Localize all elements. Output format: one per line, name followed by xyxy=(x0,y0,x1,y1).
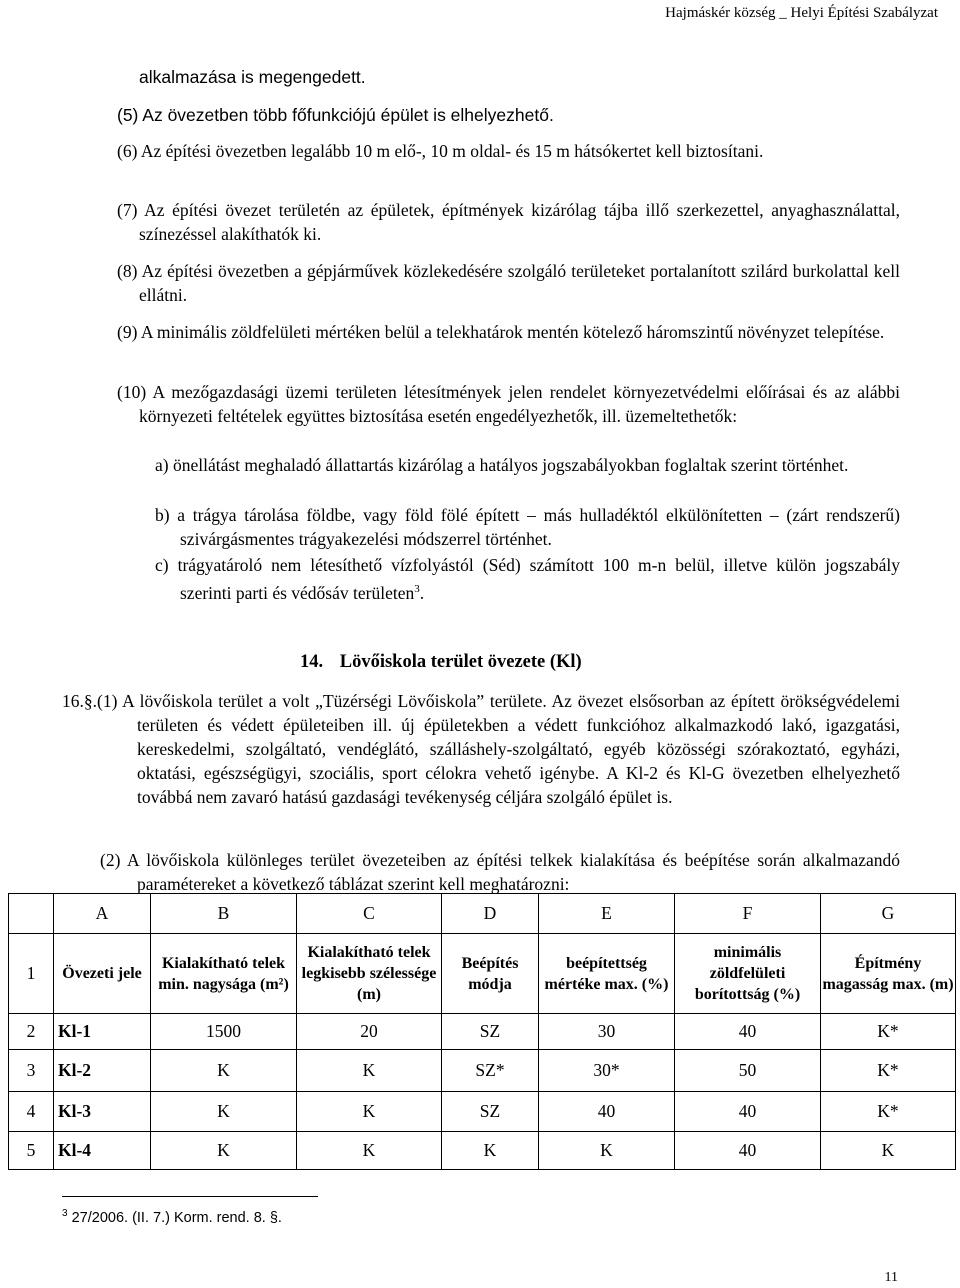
table-cell: K xyxy=(151,1132,297,1170)
zone-code: Kl-1 xyxy=(54,1014,151,1050)
table-cell: 40 xyxy=(539,1092,675,1132)
table-cell: K xyxy=(297,1132,442,1170)
table-cell: 30 xyxy=(539,1014,675,1050)
table-cell: K xyxy=(151,1092,297,1132)
table-cell: 40 xyxy=(675,1092,821,1132)
column-letter: A xyxy=(54,894,151,934)
footnote-text: 27/2006. (II. 7.) Korm. rend. 8. §. xyxy=(71,1209,282,1226)
table-row xyxy=(9,1050,956,1092)
paragraph-16-1: 16.§.(1) A lövőiskola terület a volt „Tüzérségi Lövőiskola” területe. Az övezet elsősorban az épített örökségvédelemi területen és védett épületeiben ill. új épületekben a védett funkcióhoz alkalmazkodó lakó, igazgatási, kereskedelmi, szolgáltató, vendéglátó, szálláshely-szolgáltató, egyéb közösségi szórakoztató, egyházi, oktatási, egészségügyi, szociális, sport célokra vehető igénybe. A Kl-2 és Kl-G övezetben elhelyezhető továbbá nem zavaró hatású gazdasági tevékenység céljára szolgáló épület is. xyxy=(62,691,900,807)
row-number: 4 xyxy=(9,1092,54,1132)
table-cell: 30* xyxy=(539,1050,675,1092)
table-cell: SZ xyxy=(442,1092,539,1132)
paragraph-6 xyxy=(117,139,900,163)
footnote-reference: 3 xyxy=(414,583,420,595)
row-number: 1 xyxy=(9,934,54,1014)
paragraph-7: (7) Az építési övezet területén az épületek, építmények kizárólag tájba illő szerkezettel, anyaghasználattal, színezéssel alakíthatók ki. xyxy=(117,200,900,244)
parameter-table xyxy=(8,893,956,1170)
zone-code: Kl-2 xyxy=(54,1050,151,1092)
paragraph-10-c xyxy=(155,553,900,605)
column-letter: F xyxy=(675,894,821,934)
paragraph-9: (9) A minimális zöldfelületi mértéken belül a telekhatárok mentén kötelező háromszintű növényzet telepítése. xyxy=(117,322,885,342)
paragraph-10-b: b) a trágya tárolása földbe, vagy föld fölé épített – más hulladéktól elkülönítetten – (zárt rendszerű) szivárgásmentes trágyakezelési módszerrel történhet. xyxy=(155,505,900,549)
column-header: minimális zöldfelületi borítottság (%) xyxy=(675,934,821,1014)
table-cell: 20 xyxy=(297,1014,442,1050)
paragraph-8: (8) Az építési övezetben a gépjárművek közlekedésére szolgáló területeket portalanított szilárd burkolattal kell ellátni. xyxy=(117,261,900,305)
page-number: 11 xyxy=(884,1270,898,1285)
column-header: Építmény magasság max. (m) xyxy=(821,934,956,1014)
paragraph-6-text: (6) Az építési övezetben legalább 10 m elő-, 10 m oldal- és 15 m hátsókertet kell biztosítani. xyxy=(117,141,764,161)
table-cell: 40 xyxy=(675,1132,821,1170)
column-letter: E xyxy=(539,894,675,934)
table-cell: K* xyxy=(821,1050,956,1092)
column-letter: C xyxy=(297,894,442,934)
table-cell: K xyxy=(297,1092,442,1132)
footnote-divider xyxy=(62,1196,318,1197)
section-number: 14. xyxy=(300,652,324,672)
row-number: 5 xyxy=(9,1132,54,1170)
table-cell: K xyxy=(151,1050,297,1092)
row-number: 3 xyxy=(9,1050,54,1092)
table-cell: 1500 xyxy=(151,1014,297,1050)
column-letter: D xyxy=(442,894,539,934)
table-cell: 40 xyxy=(675,1014,821,1050)
table-row xyxy=(9,1092,956,1132)
table-cell: K xyxy=(539,1132,675,1170)
table-cell: K xyxy=(297,1050,442,1092)
section-title: Lövőiskola terület övezete (Kl) xyxy=(339,652,582,672)
paragraph-continuation: alkalmazása is megengedett. xyxy=(139,67,366,87)
paragraph-10: (10) A mezőgazdasági üzemi területen létesítmények jelen rendelet környezetvédelmi előírásai és az alábbi környezeti feltételek együttes biztosítása esetén engedélyezhetők, ill. üzemeltethetők: xyxy=(117,382,900,426)
table-cell: K* xyxy=(821,1014,956,1050)
footnote xyxy=(62,1208,282,1226)
column-letter: B xyxy=(151,894,297,934)
column-header: Övezeti jele xyxy=(54,934,151,1014)
table-cell: 50 xyxy=(675,1050,821,1092)
column-header: Kialakítható telek legkisebb szélessége (m) xyxy=(297,934,442,1014)
table-row xyxy=(9,1132,956,1170)
table-cell: K xyxy=(821,1132,956,1170)
page-header: Hajmáskér község _ Helyi Építési Szabályzat xyxy=(665,5,938,21)
table-row xyxy=(9,1014,956,1050)
column-header: Kialakítható telek min. nagysága (m²) xyxy=(151,934,297,1014)
table-cell: SZ xyxy=(442,1014,539,1050)
column-header: beépítettség mértéke max. (%) xyxy=(539,934,675,1014)
column-header: Beépítés módja xyxy=(442,934,539,1014)
table-cell: K xyxy=(442,1132,539,1170)
paragraph-5: (5) Az övezetben több főfunkciójú épület is elhelyezhető. xyxy=(117,105,554,125)
table-corner-cell xyxy=(9,894,54,934)
paragraph-10-a: a) önellátást meghaladó állattartás kizárólag a hatályos jogszabályokban foglaltak szerint történhet. xyxy=(155,455,849,475)
table-letter-row xyxy=(9,894,956,934)
row-number: 2 xyxy=(9,1014,54,1050)
paragraph-10-c-end: . xyxy=(419,582,425,603)
section-heading xyxy=(300,652,582,673)
zone-code: Kl-4 xyxy=(54,1132,151,1170)
footnote-mark: 3 xyxy=(62,1208,68,1219)
table-cell: SZ* xyxy=(442,1050,539,1092)
zone-code: Kl-3 xyxy=(54,1092,151,1132)
column-letter: G xyxy=(821,894,956,934)
table-cell: K* xyxy=(821,1092,956,1132)
table-header-row xyxy=(9,934,956,1014)
paragraph-16-2: (2) A lövőiskola különleges terület övezeteiben az építési telkek kialakítása és beépítése során alkalmazandó paramétereket a következő táblázat szerint kell meghatározni: xyxy=(100,850,900,894)
paragraph-10-c-text: c) trágyatároló nem létesíthető vízfolyástól (Séd) számított 100 m-n belül, illetve külön jogszabály szerinti parti és védősáv területen xyxy=(155,555,900,603)
